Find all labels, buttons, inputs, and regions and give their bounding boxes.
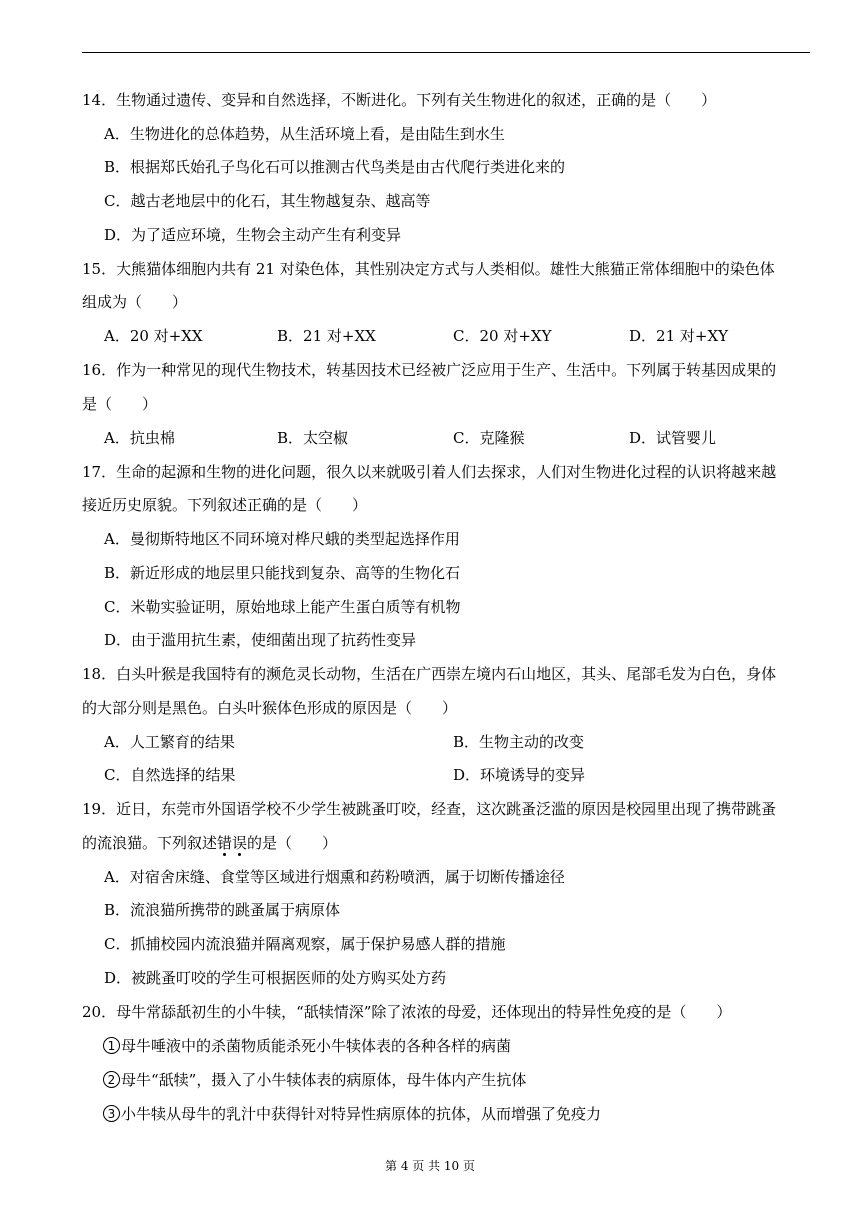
circled-number-1: 1	[103, 1037, 120, 1054]
question-18-option-c: C．自然选择的结果	[104, 766, 236, 784]
question-15-option-c: C．20 对+XY	[453, 327, 552, 345]
question-19-stem-line2	[82, 833, 337, 853]
question-18-stem-line2: 的大部分则是黑色。白头叶猴体色形成的原因是（ ）	[82, 699, 458, 717]
question-19-option-c: C．抓捕校园内流浪猫并隔离观察，属于保护易感人群的措施	[104, 935, 506, 953]
emphasis-char: 误	[232, 834, 248, 852]
emphasis-char: 错	[217, 834, 233, 852]
stem-text: 的流浪猫。下列叙述	[82, 834, 218, 852]
question-14-option-a: A．生物进化的总体趋势，从生活环境上看，是由陆生到水生	[104, 125, 505, 143]
question-19-option-d: D．被跳蚤叮咬的学生可根据医师的处方购买处方药	[104, 969, 447, 987]
circled-number-3: 3	[103, 1105, 120, 1122]
question-17-option-d: D．由于滥用抗生素，使细菌出现了抗药性变异	[104, 631, 417, 649]
question-17-option-a: A．曼彻斯特地区不同环境对桦尺蛾的类型起选择作用	[104, 530, 460, 548]
question-15-stem-line1: 15．大熊猫体细胞内共有 21 对染色体，其性别决定方式与人类相似。雄性大熊猫正常体细胞中的染色体	[82, 260, 775, 278]
question-16-stem-line1: 16．作为一种常见的现代生物技术，转基因技术已经被广泛应用于生产、生活中。下列属于转基因成果的	[82, 361, 777, 379]
question-19-option-a: A．对宿舍床缝、食堂等区域进行烟熏和药粉喷洒，属于切断传播途径	[104, 868, 565, 886]
question-16-option-d: D．试管婴儿	[629, 429, 717, 447]
question-15-option-d: D．21 对+XY	[629, 327, 729, 345]
question-19-stem-line1: 19．近日，东莞市外国语学校不少学生被跳蚤叮咬，经查，这次跳蚤泛滥的原因是校园里出现了携带跳蚤	[82, 800, 777, 818]
question-15-option-b: B．21 对+XX	[277, 327, 376, 345]
item-text: 小牛犊从母牛的乳汁中获得针对特异性病原体的抗体，从而增强了免疫力	[121, 1105, 602, 1123]
question-20-item-2	[103, 1070, 526, 1090]
question-16-option-c: C．克隆猴	[453, 429, 525, 447]
question-14-option-d: D．为了适应环境，生物会主动产生有利变异	[104, 226, 402, 244]
question-14-stem: 14．生物通过遗传、变异和自然选择，不断进化。下列有关生物进化的叙述，正确的是（ ）	[82, 91, 717, 109]
item-text: 母牛“舐犊”，摄入了小牛犊体表的病原体，母牛体内产生抗体	[121, 1071, 527, 1089]
question-17-stem-line1: 17．生命的起源和生物的进化问题，很久以来就吸引着人们去探求，人们对生物进化过程的认识将越来越	[82, 463, 777, 481]
question-17-stem-line2: 接近历史原貌。下列叙述正确的是（ ）	[82, 496, 368, 514]
question-17-option-c: C．米勒实验证明，原始地球上能产生蛋白质等有机物	[104, 598, 461, 616]
item-text: 母牛唾液中的杀菌物质能杀死小牛犊体表的各种各样的病菌	[121, 1037, 512, 1055]
question-15-stem-line2: 组成为（ ）	[82, 293, 188, 311]
question-18-stem-line1: 18．白头叶猴是我国特有的濒危灵长动物，生活在广西崇左境内石山地区，其头、尾部毛发为白色，身体	[82, 665, 777, 683]
stem-text: 的是（ ）	[247, 834, 338, 852]
question-20-item-3	[103, 1104, 601, 1124]
question-17-option-b: B．新近形成的地层里只能找到复杂、高等的生物化石	[104, 564, 461, 582]
question-20-item-1	[103, 1036, 511, 1056]
question-18-option-b: B．生物主动的改变	[453, 733, 585, 751]
question-14-option-c: C．越古老地层中的化石，其生物越复杂、越高等	[104, 192, 431, 210]
question-16-stem-line2: 是（ ）	[82, 395, 158, 413]
question-15-option-a: A．20 对+XX	[104, 327, 203, 345]
header-rule	[82, 52, 810, 53]
circled-number-2: 2	[103, 1071, 120, 1088]
question-19-option-b: B．流浪猫所携带的跳蚤属于病原体	[104, 901, 341, 919]
question-14-option-b: B．根据郑氏始孔子鸟化石可以推测古代鸟类是由古代爬行类进化来的	[104, 158, 566, 176]
page-footer: 第 4 页 共 10 页	[385, 1159, 475, 1173]
question-16-option-b: B．太空椒	[277, 429, 349, 447]
question-18-option-a: A．人工繁育的结果	[104, 733, 235, 751]
question-18-option-d: D．环境诱导的变异	[453, 766, 586, 784]
question-20-stem: 20．母牛常舔舐初生的小牛犊，“舐犊情深”除了浓浓的母爱，还体现出的特异性免疫的是（ ）	[82, 1003, 732, 1021]
question-16-option-a: A．抗虫棉	[104, 429, 175, 447]
